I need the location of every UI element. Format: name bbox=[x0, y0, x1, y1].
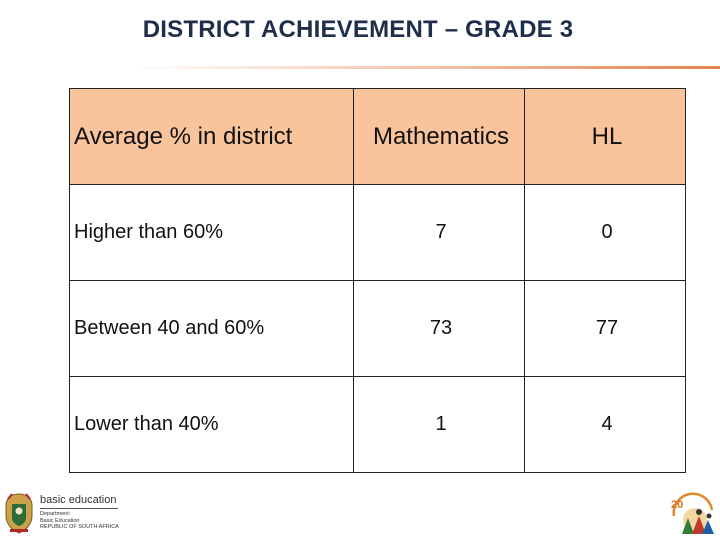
mathematics-value: 73 bbox=[354, 281, 525, 377]
mathematics-value: 1 bbox=[354, 377, 525, 473]
logo-brand-text: basic education bbox=[40, 494, 117, 506]
achievement-table bbox=[69, 88, 686, 473]
mathematics-value: 7 bbox=[354, 185, 525, 281]
title-divider bbox=[132, 66, 720, 69]
logo-divider bbox=[40, 508, 118, 509]
svg-text:20: 20 bbox=[671, 499, 684, 511]
header-hl: HL bbox=[525, 89, 686, 185]
logo-sub-line: REPUBLIC OF SOUTH AFRICA bbox=[40, 524, 119, 530]
coat-of-arms-icon bbox=[2, 490, 36, 536]
hl-value: 77 bbox=[525, 281, 686, 377]
table-row bbox=[70, 281, 686, 377]
row-label: Between 40 and 60% bbox=[70, 281, 354, 377]
logo-sub-line: Basic Education bbox=[40, 517, 80, 524]
hl-value: 4 bbox=[525, 377, 686, 473]
row-label: Lower than 40% bbox=[70, 377, 354, 473]
table-row bbox=[70, 185, 686, 281]
hl-value: 0 bbox=[525, 185, 686, 281]
anniversary-logo-icon bbox=[668, 490, 718, 538]
slide-title: DISTRICT ACHIEVEMENT – GRADE 3 bbox=[142, 16, 574, 43]
table-header-row bbox=[70, 89, 686, 185]
row-label: Higher than 60% bbox=[70, 185, 354, 281]
table-row bbox=[70, 377, 686, 473]
logo-sub-line: Department: bbox=[40, 511, 71, 517]
header-mathematics: Mathematics bbox=[354, 89, 525, 185]
header-average-percent: Average % in district bbox=[70, 89, 354, 185]
department-logo bbox=[2, 488, 132, 538]
